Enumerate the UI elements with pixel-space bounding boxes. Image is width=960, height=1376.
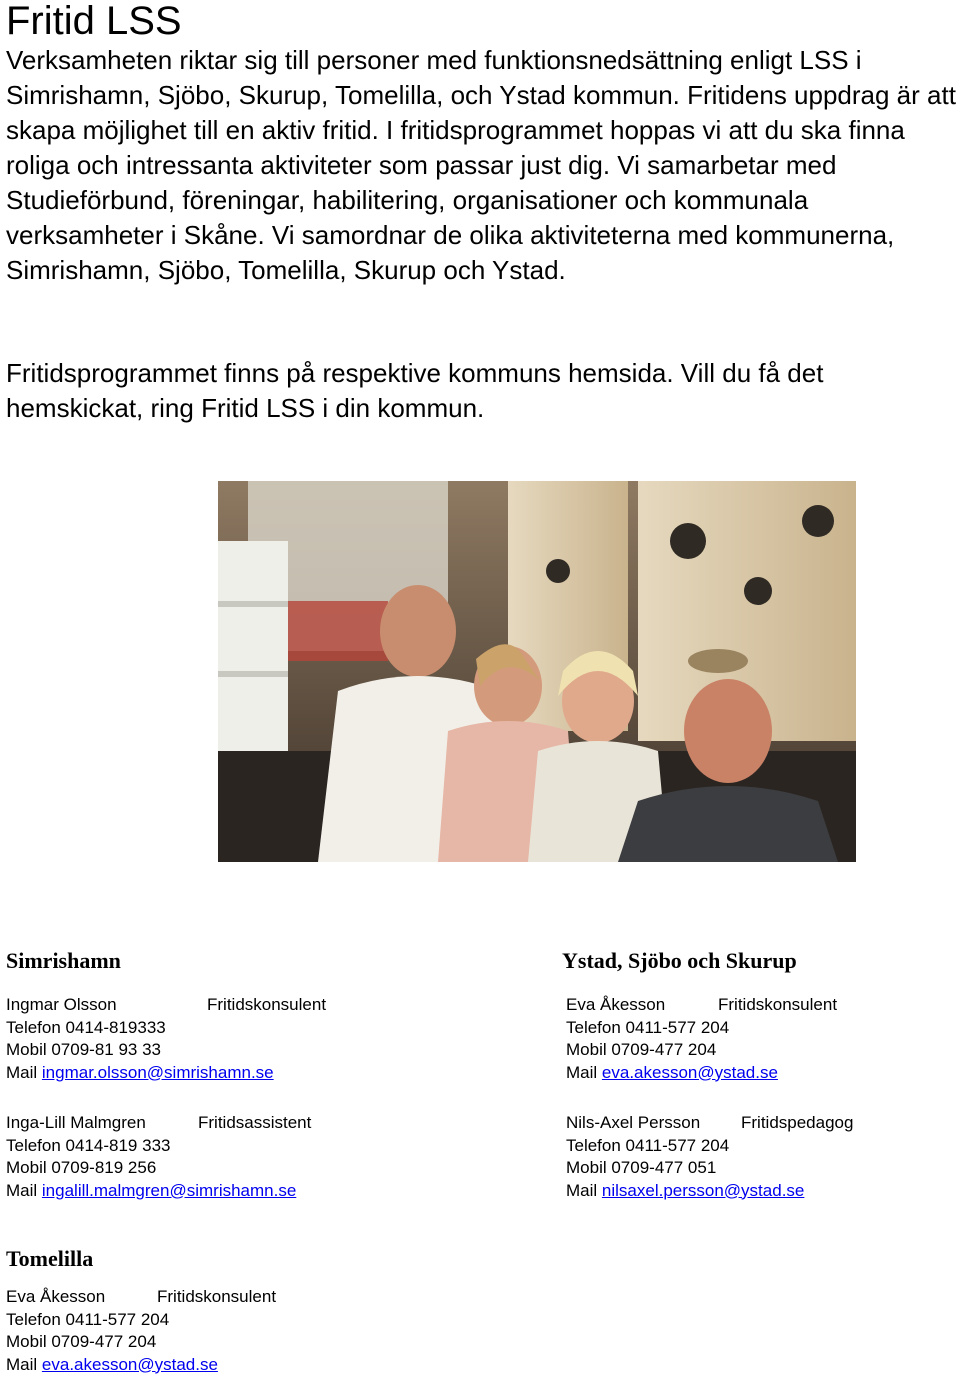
contact-mobile: Mobil 0709-81 93 33	[6, 1040, 162, 1059]
contact-mobile: Mobil 0709-819 256	[6, 1158, 157, 1177]
contact-name: Ingmar Olsson	[6, 995, 117, 1014]
contact-name: Eva Åkesson	[6, 1287, 106, 1306]
mail-label: Mail	[6, 1354, 38, 1374]
contact-mobile: Mobil 0709-477 051	[566, 1158, 717, 1177]
program-info-paragraph: Fritidsprogrammet finns på respektive kommuns hemsida. Vill du få det hemskickat, ring Fritid LSS i din kommun.	[6, 358, 824, 423]
contact-mobile: Mobil 0709-477 204	[6, 1332, 157, 1351]
intro-paragraph: Verksamheten riktar sig till personer med funktionsnedsättning enligt LSS i Simrishamn, Sjöbo, Skurup, Tomelilla, och Ystad kommun. Fritidens uppdrag är att skapa möjlighet till en aktiv fritid. I fritidsprogrammet hoppas vi att du ska finna roliga och intressanta aktiviteter som passar just dig. Vi samarbetar med Studieförbund, föreningar, habilitering, organisationer och kommunala verksamheter i Skåne. Vi samordnar de olika aktiviteterna med kommunerna, Simrishamn, Sjöbo, Tomelilla, Skurup och Ystad.	[6, 45, 956, 285]
contact-card	[566, 994, 946, 1084]
group-photo-illustration	[218, 481, 856, 862]
email-link[interactable]: ingmar.olsson@simrishamn.se	[41, 1062, 274, 1082]
contact-phone: Telefon 0414-819 333	[6, 1135, 171, 1155]
contact-card	[6, 994, 386, 1084]
mail-label: Mail	[566, 1062, 598, 1082]
region-heading-simrishamn: Simrishamn	[6, 948, 121, 973]
contact-phone: Telefon 0411-577 204	[566, 1135, 730, 1155]
contact-card	[6, 1112, 386, 1202]
contact-role: Fritidskonsulent	[718, 995, 838, 1014]
region-heading-ystad: Ystad, Sjöbo och Skurup	[562, 948, 797, 973]
contact-card	[566, 1112, 946, 1202]
contact-role: Fritidskonsulent	[207, 995, 327, 1014]
contact-name: Nils-Axel Persson	[566, 1113, 701, 1132]
contact-name: Eva Åkesson	[566, 995, 666, 1014]
group-photo	[218, 481, 856, 862]
contact-role: Fritidskonsulent	[157, 1287, 277, 1306]
contact-mobile: Mobil 0709-477 204	[566, 1040, 717, 1059]
contact-role: Fritidsassistent	[198, 1113, 312, 1132]
mail-label: Mail	[566, 1180, 598, 1200]
contact-name: Inga-Lill Malmgren	[6, 1113, 146, 1132]
mail-label: Mail	[6, 1062, 38, 1082]
contact-card	[6, 1286, 386, 1376]
email-link[interactable]: nilsaxel.persson@ystad.se	[601, 1180, 805, 1200]
email-link[interactable]: eva.akesson@ystad.se	[41, 1354, 218, 1374]
contact-phone: Telefon 0411-577 204	[566, 1017, 730, 1037]
contact-phone: Telefon 0414-819333	[6, 1017, 166, 1037]
email-link[interactable]: eva.akesson@ystad.se	[601, 1062, 778, 1082]
region-heading-tomelilla: Tomelilla	[6, 1246, 94, 1271]
contact-role: Fritidspedagog	[741, 1113, 854, 1132]
contact-phone: Telefon 0411-577 204	[6, 1309, 170, 1329]
mail-label: Mail	[6, 1180, 38, 1200]
page-title: Fritid LSS	[6, 0, 182, 43]
email-link[interactable]: ingalill.malmgren@simrishamn.se	[41, 1180, 297, 1200]
